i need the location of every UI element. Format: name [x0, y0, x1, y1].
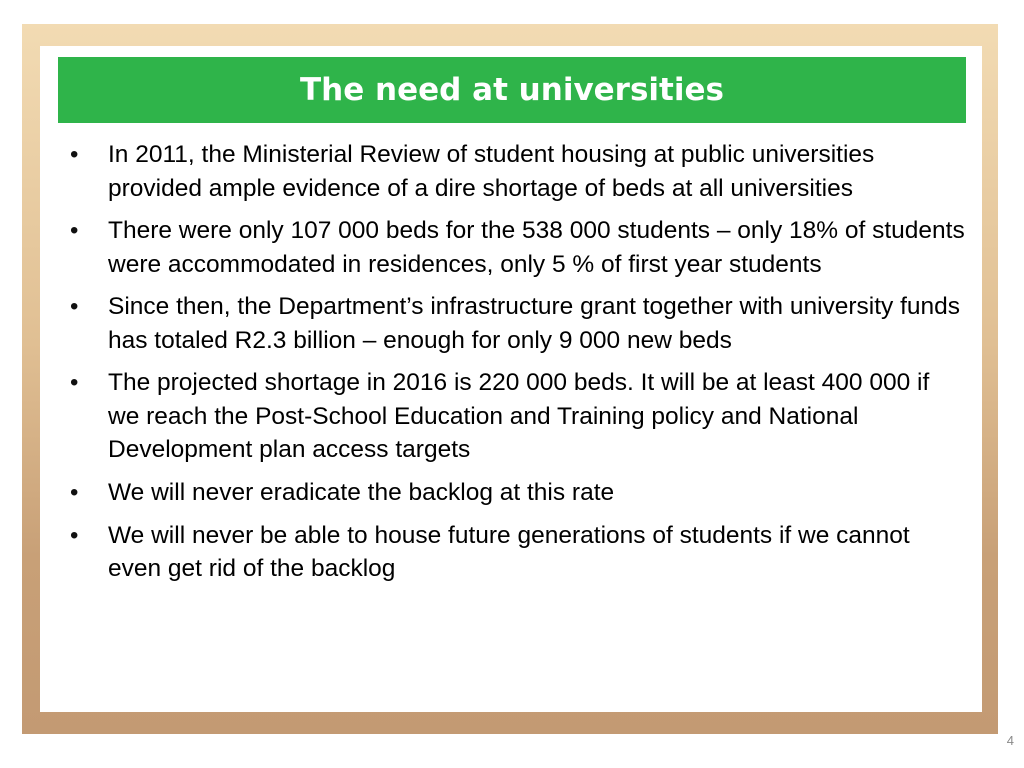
bullet-item [66, 214, 966, 281]
bullet-item [66, 476, 966, 510]
slide-title: The need at universities [300, 72, 724, 108]
page-number: 4 [1006, 733, 1014, 748]
bullet-item [66, 290, 966, 357]
bullet-text: The projected shortage in 2016 is 220 000 beds. It will be at least 400 000 if we reach the Post-School Education and Training policy and National Development plan access targets [108, 369, 930, 463]
bullet-item [66, 366, 966, 467]
bullet-marker: • [70, 217, 79, 244]
bullet-text: We will never eradicate the backlog at this rate [108, 478, 615, 506]
bullet-marker: • [70, 478, 79, 506]
bullet-text: In 2011, the Ministerial Review of student housing at public universities provided ample evidence of a dire shortage of beds at all universities [108, 141, 875, 202]
bullet-text: There were only 107 000 beds for the 538 000 students – only 18% of students were accommodated in residences, only 5 % of first year students [108, 217, 965, 278]
bullet-text: We will never be able to house future generations of students if we cannot even get rid of the backlog [108, 521, 910, 582]
bullet-marker: • [70, 369, 79, 396]
bullet-marker: • [70, 521, 79, 549]
bullet-item [66, 519, 966, 586]
bullet-list [66, 138, 966, 595]
title-bar [58, 57, 966, 123]
bullet-marker: • [70, 141, 79, 168]
bullet-marker: • [70, 293, 79, 320]
bullet-text: Since then, the Department’s infrastructure grant together with university funds has totaled R2.3 billion – enough for only 9 000 new beds [108, 293, 961, 354]
bullet-item [66, 138, 966, 205]
